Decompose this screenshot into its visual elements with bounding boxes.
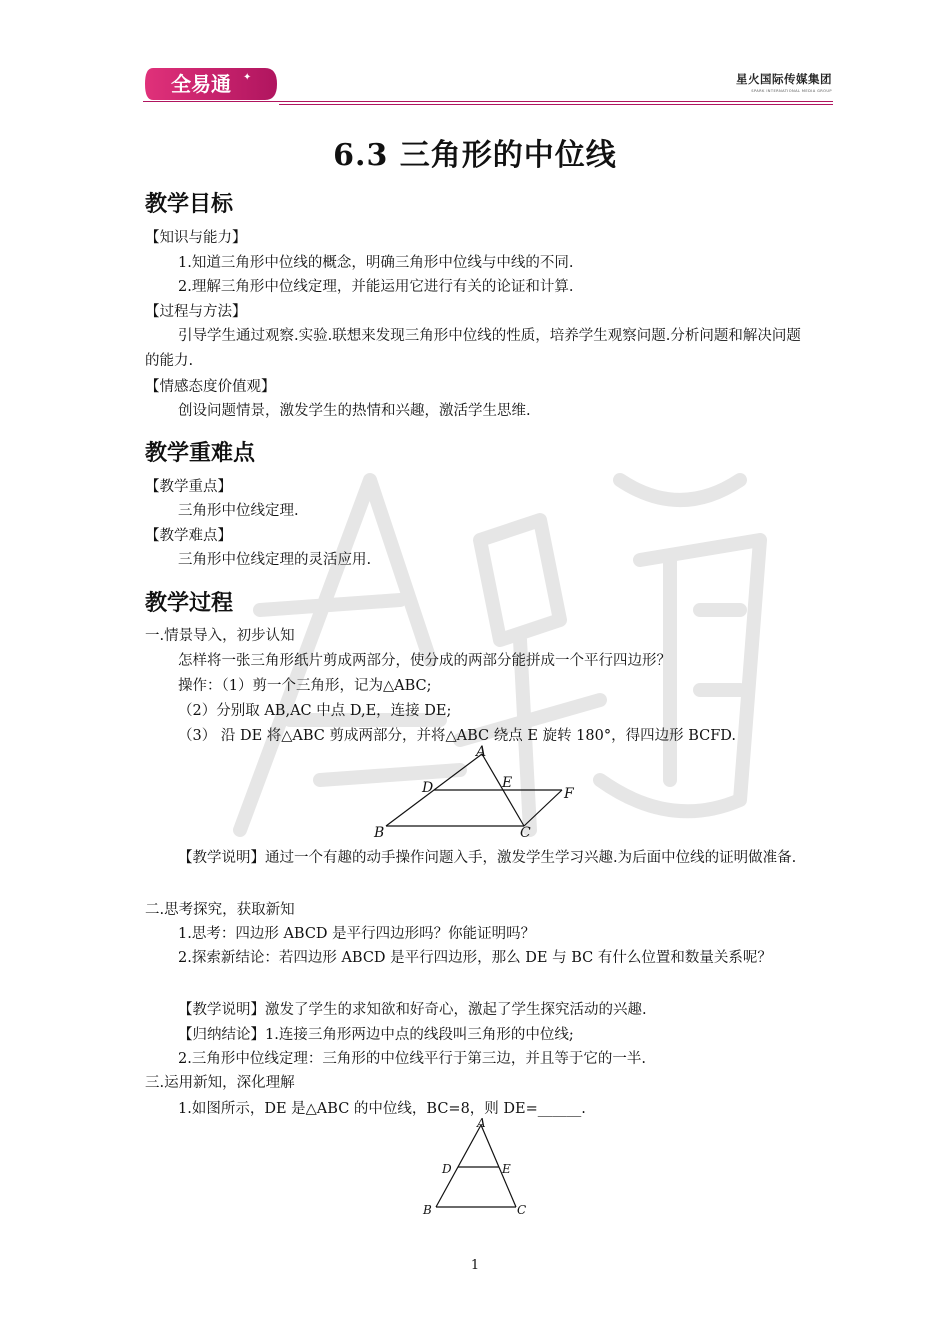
section-heading-process: 教学过程	[145, 591, 234, 616]
logo-text: 全易通	[171, 72, 231, 96]
step-2-heading: 二.思考探究，获取新知	[145, 902, 295, 918]
sparkle-icon: ✦	[243, 72, 252, 83]
fig2-label-B: B	[423, 1203, 432, 1217]
goal-m1: 引导学生通过观察.实验.联想来发现三角形中位线的性质，培养学生观察问题.分析问题和解决问题的能力.	[145, 328, 801, 369]
fig2-label-D: D	[442, 1162, 452, 1176]
header-rule	[143, 101, 833, 102]
goal-k2: 2.理解三角形中位线定理，并能运用它进行有关的论证和计算.	[178, 279, 574, 295]
brand-logo	[143, 66, 279, 102]
label-method: 【过程与方法】	[145, 304, 247, 320]
section-heading-key: 教学重难点	[145, 441, 256, 466]
fig1-label-A: A	[476, 744, 487, 760]
publisher-english: SPARK INTERNATIONAL MEDIA GROUP	[751, 89, 832, 93]
figure-triangle	[420, 1115, 530, 1221]
key-difficulty: 三角形中位线定理的灵活应用.	[178, 552, 372, 568]
step-1-question: 怎样将一张三角形纸片剪成两部分，使分成的两部分能拼成一个平行四边形？	[178, 653, 671, 669]
goal-e1: 创设问题情景，激发学生的热情和兴趣，激活学生思维.	[178, 403, 531, 419]
fig1-label-D: D	[422, 780, 434, 796]
page-title: 6.3 三角形的中位线	[333, 138, 617, 173]
fig1-label-B: B	[374, 825, 385, 841]
step-2-note: 【教学说明】激发了学生的求知欲和好奇心，激起了学生探究活动的兴趣.	[178, 1002, 647, 1018]
fig1-label-E: E	[502, 775, 513, 791]
fig2-label-A: A	[477, 1116, 486, 1130]
fig1-label-C: C	[520, 825, 531, 841]
step-2-conclusion2: 2.三角形中位线定理：三角形的中位线平行于第三边，并且等于它的一半.	[178, 1051, 646, 1067]
goal-k1: 1.知道三角形中位线的概念，明确三角形中位线与中线的不同.	[178, 255, 574, 271]
step-1-op2: （2）分别取 AB,AC 中点 D,E，连接 DE;	[178, 703, 452, 719]
step-1-op3: （3） 沿 DE 将△ABC 剪成两部分，并将△ABC 绕点 E 旋转 180°，得四边形 BCFD.	[178, 728, 737, 744]
step-2-q1: 1.思考：四边形 ABCD 是平行四边形吗？你能证明吗？	[178, 926, 536, 942]
page-number: 1	[470, 1258, 480, 1273]
step-1-heading: 一.情景导入，初步认知	[145, 628, 295, 644]
step-3-q1: 1.如图所示，DE 是△ABC 的中位线，BC=8，则 DE=______.	[178, 1101, 586, 1117]
publisher-name: 星火国际传媒集团	[736, 72, 832, 86]
step-2-conclusion1: 【归纳结论】1.连接三角形两边中点的线段叫三角形的中位线;	[178, 1027, 574, 1043]
label-knowledge: 【知识与能力】	[145, 230, 247, 246]
key-focus: 三角形中位线定理.	[178, 503, 299, 519]
figure-parallelogram	[370, 742, 590, 842]
label-focus: 【教学重点】	[145, 479, 232, 495]
step-3-heading: 三.运用新知，深化理解	[145, 1075, 295, 1091]
header-rule-2	[279, 104, 833, 105]
section-heading-goals: 教学目标	[145, 192, 234, 217]
fig2-label-C: C	[517, 1203, 527, 1217]
publisher	[736, 71, 832, 93]
step-1-note: 【教学说明】通过一个有趣的动手操作问题入手，激发学生学习兴趣.为后面中位线的证明做准备.	[178, 850, 797, 866]
fig2-label-E: E	[502, 1162, 511, 1176]
step-2-q2: 2.探索新结论：若四边形 ABCD 是平行四边形，那么 DE 与 BC 有什么位置和数量关系呢？	[178, 950, 772, 966]
fig1-label-F: F	[564, 786, 574, 802]
step-1-op1: 操作：（1）剪一个三角形，记为△ABC;	[178, 678, 432, 694]
label-emotion: 【情感态度价值观】	[145, 379, 276, 395]
label-difficulty: 【教学难点】	[145, 528, 232, 544]
